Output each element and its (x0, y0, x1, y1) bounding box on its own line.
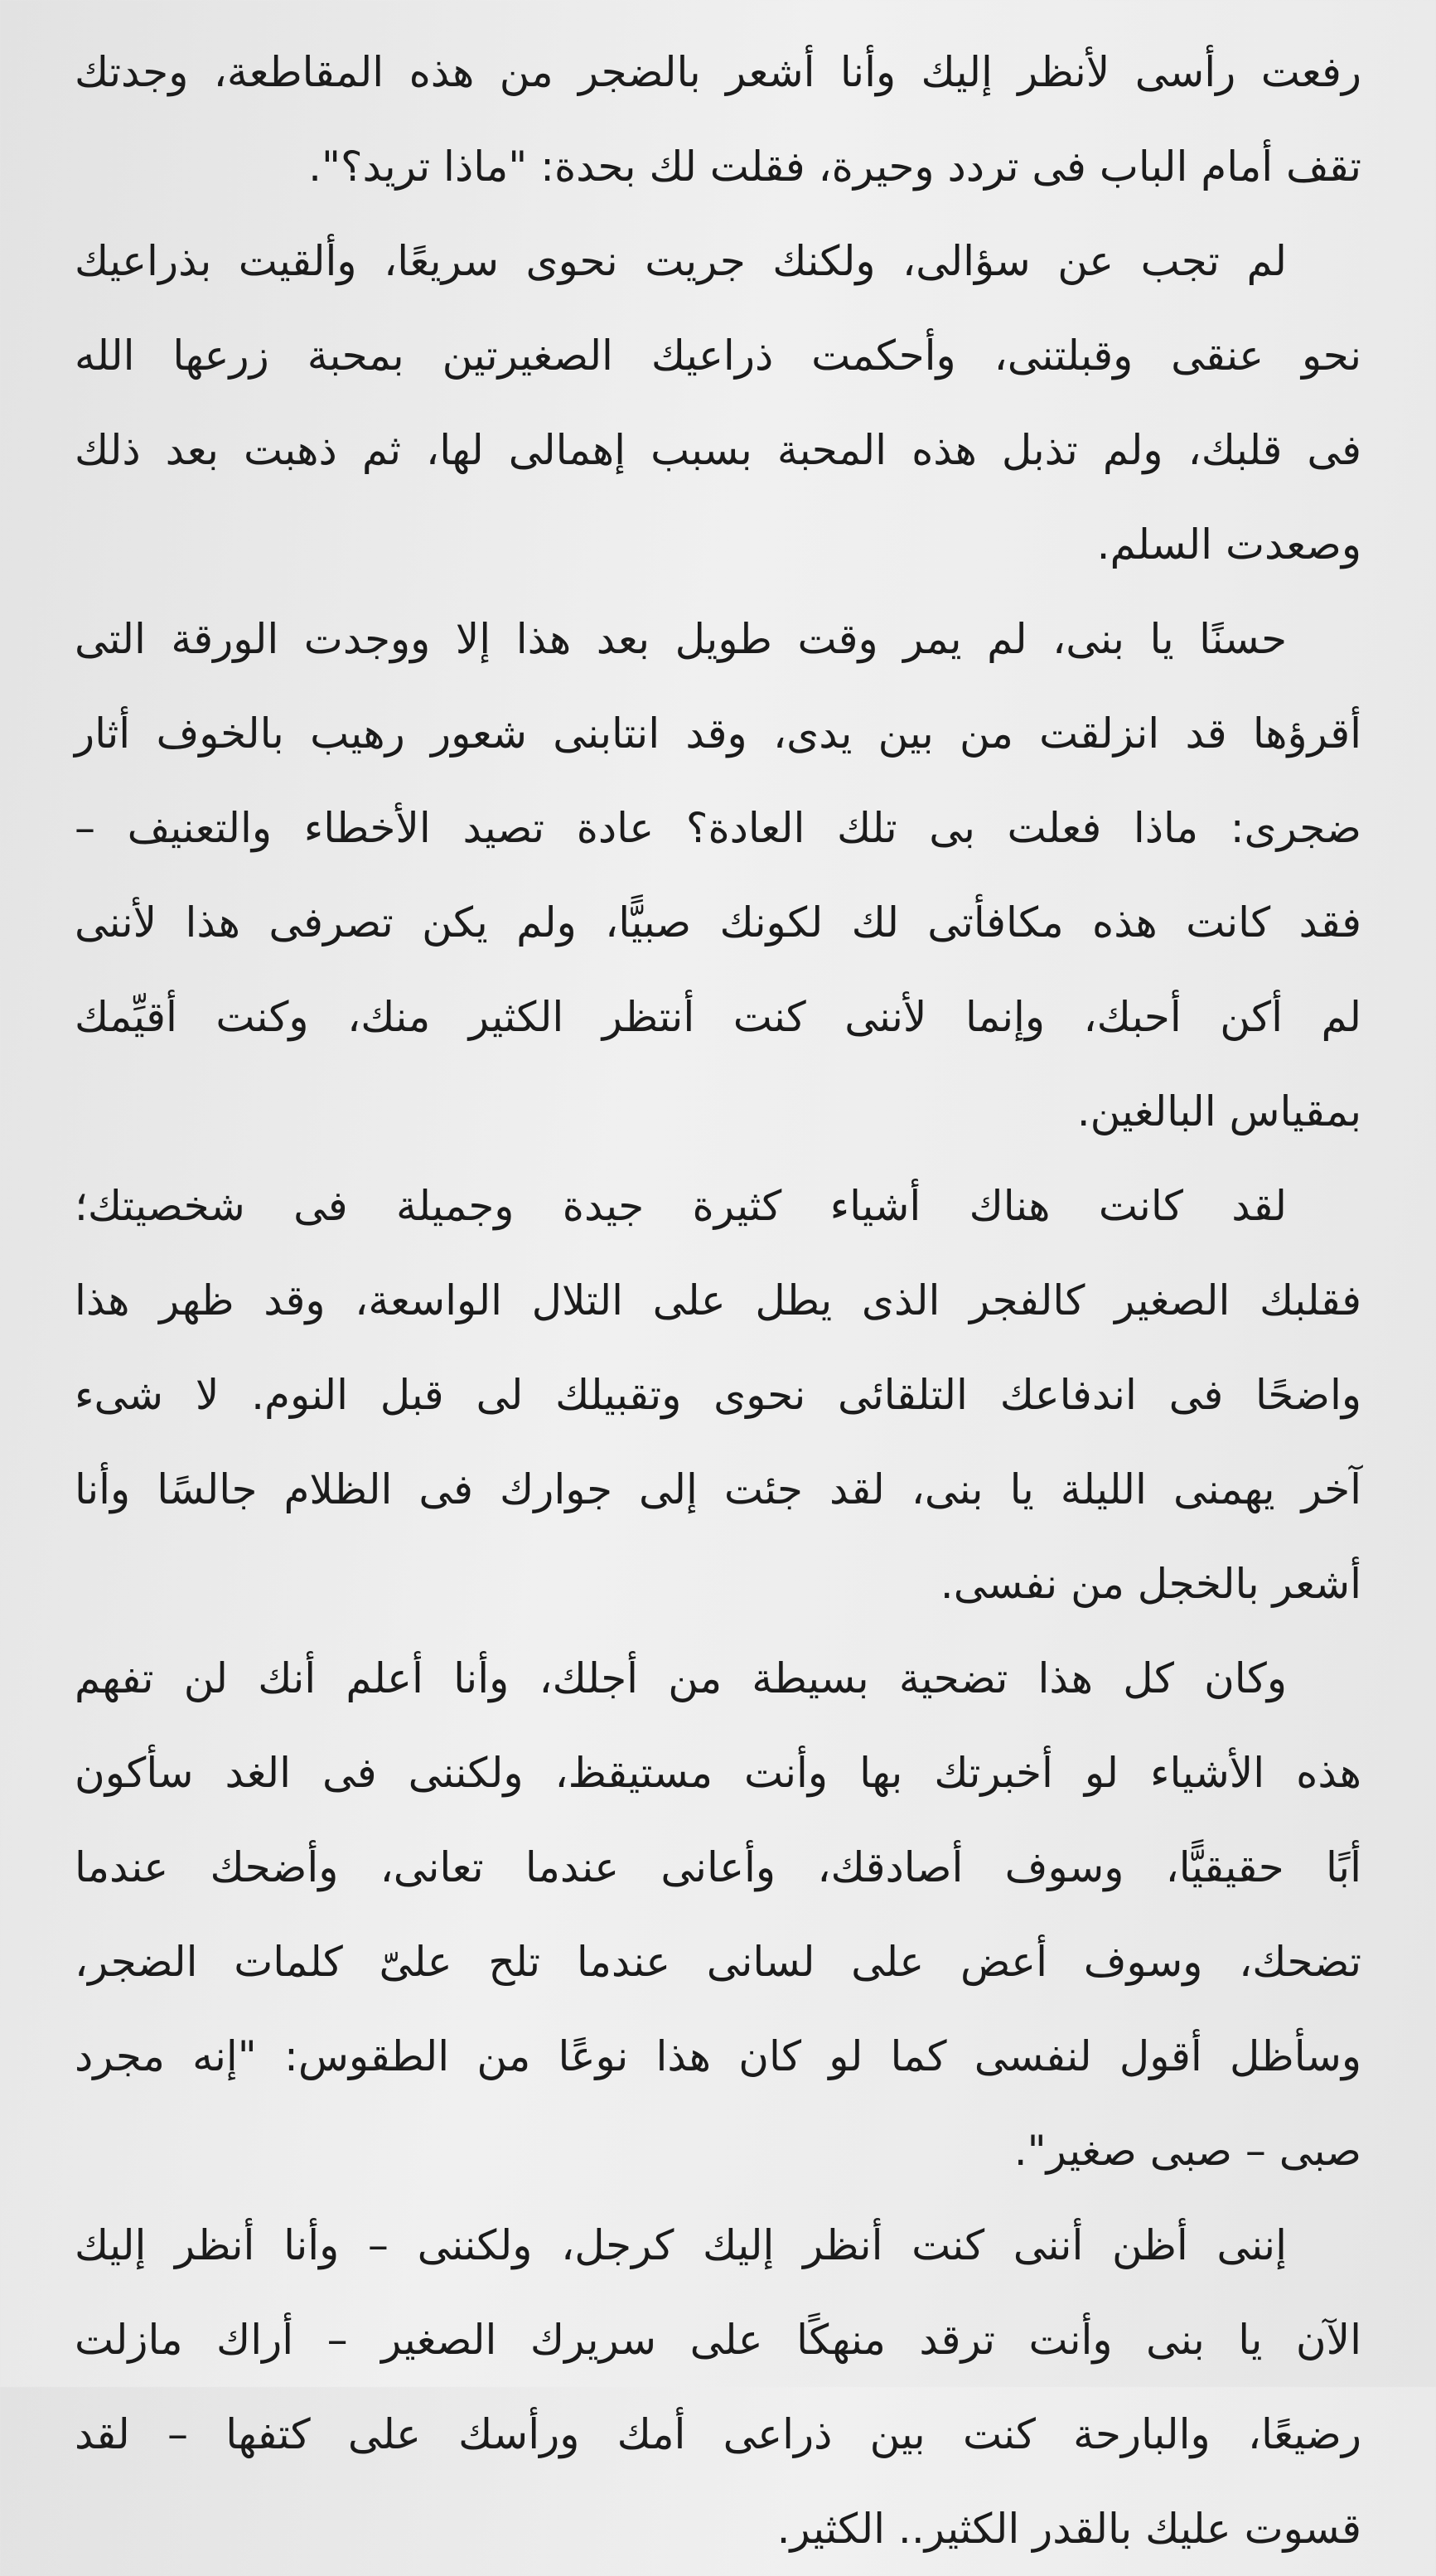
text-line: رضيعًا، والبارحة كنت بين ذراعى أمك ورأسك على كتفها – لقد (75, 2410, 1361, 2458)
page-body-text (75, 25, 1361, 2576)
text-line: أقرؤها قد انزلقت من بين يدى، وقد انتابنى شعور رهيب بالخوف أثار (75, 709, 1361, 758)
text-line: لم أكن أحبك، وإنما لأننى كنت أنتظر الكثير منك، وكنت أقيِّمك (75, 993, 1361, 1041)
text-line: رفعت رأسى لأنظر إليك وأنا أشعر بالضجر من هذه المقاطعة، وجدتك (75, 48, 1361, 96)
text-line: وسأظل أقول لنفسى كما لو كان هذا نوعًا من الطقوس: "إنه مجرد (75, 2032, 1361, 2080)
text-line: الآن يا بنى وأنت ترقد منهكًا على سريرك الصغير – أراك مازلت (75, 2316, 1361, 2364)
text-line: تقف أمام الباب فى تردد وحيرة، فقلت لك بحدة: "ماذا تريد؟". (308, 143, 1361, 191)
text-line: لم تجب عن سؤالى، ولكنك جريت نحوى سريعًا، وألقيت بذراعيك (75, 237, 1287, 285)
text-line: أشعر بالخجل من نفسى. (940, 1560, 1361, 1608)
text-line: لقد كانت هناك أشياء كثيرة جيدة وجميلة فى شخصيتك؛ (75, 1182, 1287, 1230)
text-line: وصعدت السلم. (1096, 521, 1361, 569)
paragraph-3 (75, 592, 1361, 1159)
text-line: ضجرى: ماذا فعلت بى تلك العادة؟ عادة تصيد الأخطاء والتعنيف – (75, 804, 1361, 852)
text-line: نحو عنقى وقبلتنى، وأحكمت ذراعيك الصغيرتين بمحبة زرعها الله (75, 332, 1361, 380)
paragraph-6 (75, 2198, 1361, 2576)
text-line: فقد كانت هذه مكافأتى لك لكونك صبيًّا، ولم يكن تصرفى هذا لأننى (75, 898, 1361, 947)
paragraph-1 (75, 25, 1361, 214)
text-line: واضحًا فى اندفاعك التلقائى نحوى وتقبيلك لى قبل النوم. لا شىء (75, 1371, 1361, 1419)
paragraph-4 (75, 1159, 1361, 1631)
paragraph-2 (75, 214, 1361, 592)
text-line: هذه الأشياء لو أخبرتك بها وأنت مستيقظ، ولكننى فى الغد سأكون (75, 1749, 1361, 1797)
text-line: أبًا حقيقيًّا، وسوف أصادقك، وأعانى عندما تعانى، وأضحك عندما (75, 1843, 1361, 1891)
paragraph-5 (75, 1631, 1361, 2198)
text-line: آخر يهمنى الليلة يا بنى، لقد جئت إلى جوارك فى الظلام جالسًا وأنا (75, 1465, 1361, 1513)
text-line: فى قلبك، ولم تذبل هذه المحبة بسبب إهمالى لها، ثم ذهبت بعد ذلك (75, 426, 1361, 474)
text-line: بمقياس البالغين. (1076, 1087, 1361, 1135)
text-line: حسنًا يا بنى، لم يمر وقت طويل بعد هذا إلا ووجدت الورقة التى (75, 615, 1287, 663)
text-line: إننى أظن أننى كنت أنظر إليك كرجل، ولكننى – وأنا أنظر إليك (75, 2221, 1287, 2269)
text-line: قسوت عليك بالقدر الكثير.. الكثير. (776, 2505, 1361, 2553)
text-line: فقلبك الصغير كالفجر الذى يطل على التلال الواسعة، وقد ظهر هذا (75, 1276, 1361, 1324)
text-line: صبى – صبى صغير". (1013, 2127, 1361, 2175)
text-line: تضحك، وسوف أعض على لسانى عندما تلح علىّ كلمات الضجر، (75, 1938, 1361, 1986)
text-line: وكان كل هذا تضحية بسيطة من أجلك، وأنا أعلم أنك لن تفهم (75, 1654, 1287, 1702)
